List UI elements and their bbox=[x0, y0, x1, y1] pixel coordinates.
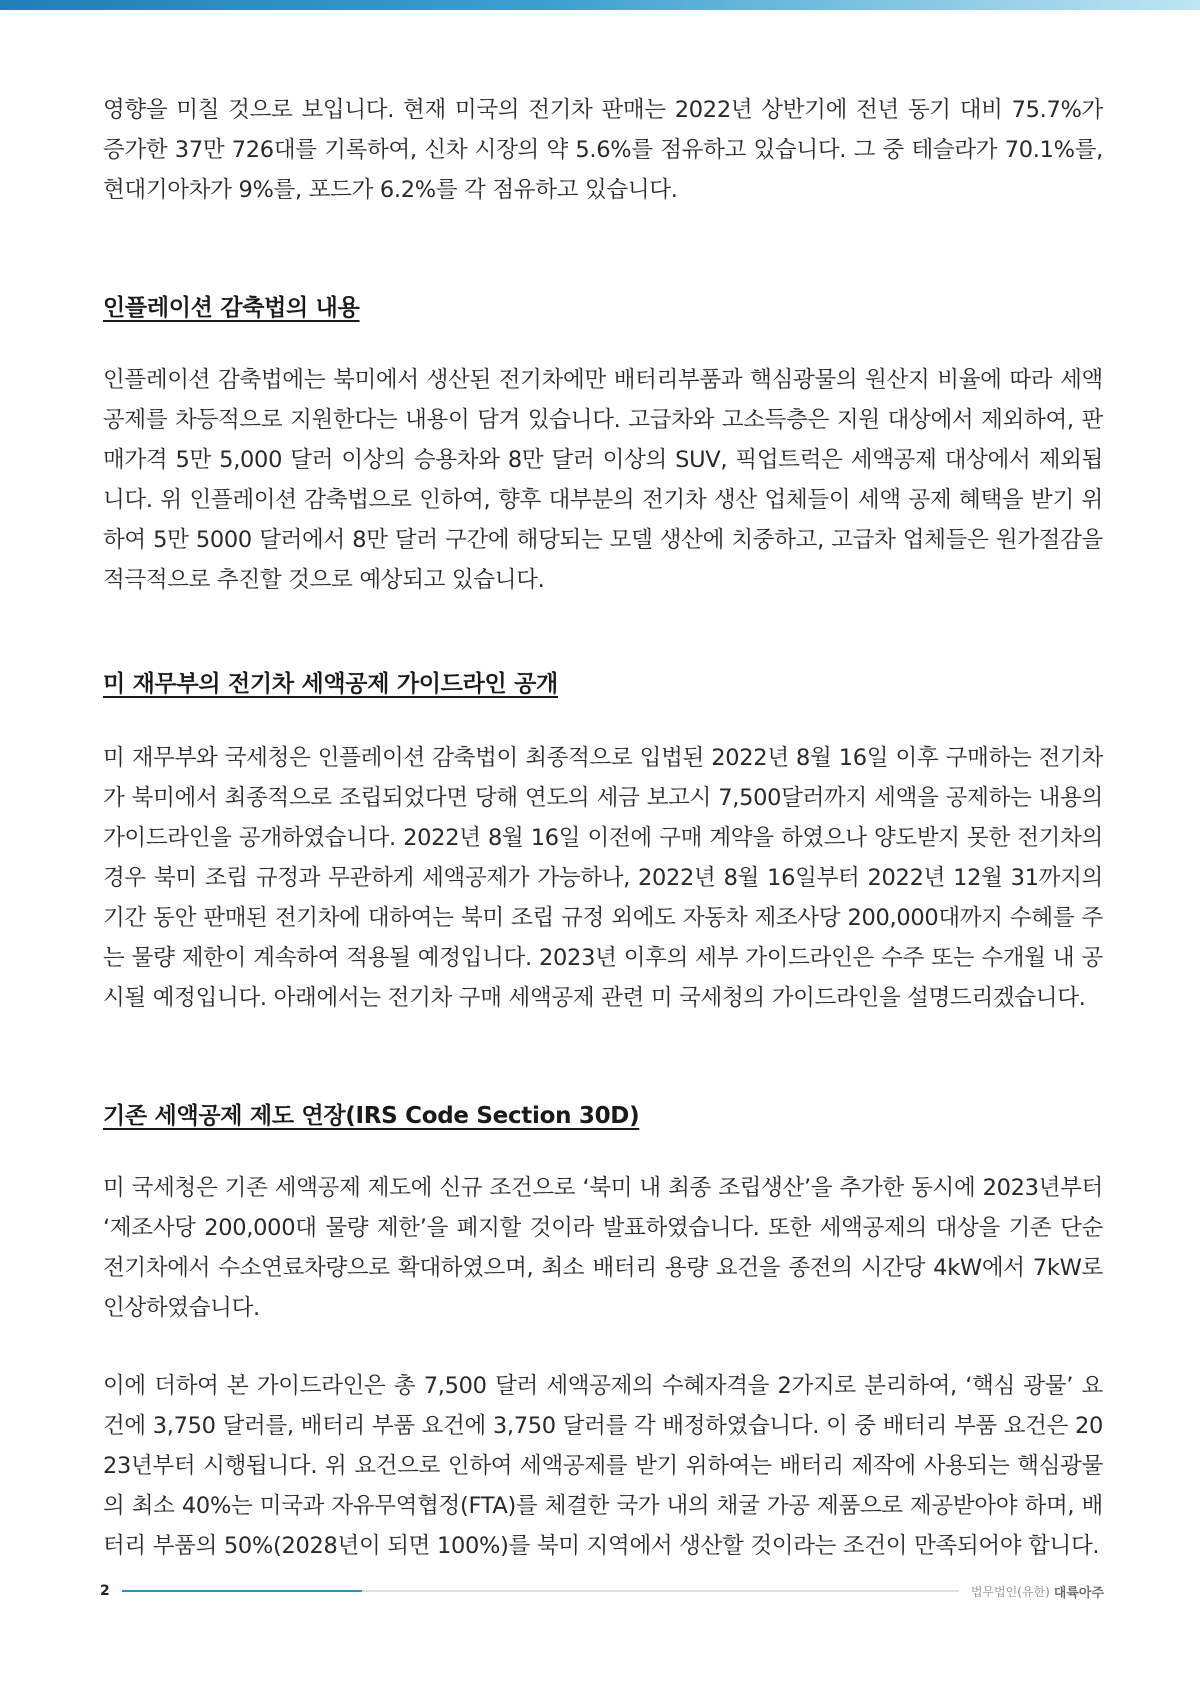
firm-brand: 대륙아주 bbox=[1053, 1585, 1104, 1601]
irs-paragraph-1: 미 국세청은 기존 세액공제 제도에 신규 조건으로 ‘북미 내 최종 조립생산’을 추가한 동시에 2023년부터 ‘제조사당 200,000대 물량 제한’을 폐지할 것이라 발표하였습니다. 또한 세액공제의 대상을 기존 단순 전기차에서 수소연료차량으로 확대하였으며, 최소 배터리 용량 요건을 종전의 시간당 4kW에서 7kW로 인상하였습니다. bbox=[103, 1175, 1103, 1321]
page-footer bbox=[100, 1580, 1104, 1602]
firm-name: 법무법인(유한) bbox=[970, 1584, 1050, 1599]
intro-paragraph: 영향을 미칠 것으로 보입니다. 현재 미국의 전기차 판매는 2022년 상반기에 전년 동기 대비 75.7%가 증가한 37만 726대를 기록하여, 신차 시장의 약 5.6%를 점유하고 있습니다. 그 중 테슬라가 70.1%를, 현대기아차가 9%를, 포드가 6.2%를 각 점유하고 있습니다. bbox=[103, 97, 1103, 203]
document-body bbox=[103, 90, 1103, 1566]
ira-paragraph: 인플레이션 감축법에는 북미에서 생산된 전기차에만 배터리부품과 핵심광물의 원산지 비율에 따라 세액공제를 차등적으로 지원한다는 내용이 담겨 있습니다. 고급차와 고소득층은 지원 대상에서 제외하여, 판매가격 5만 5,000 달러 이상의 승용차와 8만 달러 이상의 SUV, 픽업트럭은 세액공제 대상에서 제외됩니다. 위 인플레이션 감축법으로 인하여, 향후 대부분의 전기차 생산 업체들이 세액 공제 혜택을 받기 위하여 5만 5000 달러에서 8만 달러 구간에 해당되는 모델 생산에 치중하고, 고급차 업체들은 원가절감을 적극적으로 추진할 것으로 예상되고 있습니다. bbox=[103, 367, 1103, 593]
ira-heading: 인플레이션 감축법의 내용 bbox=[103, 295, 360, 321]
footer-divider-accent bbox=[122, 1590, 362, 1592]
header-gradient-bar bbox=[0, 0, 1200, 10]
treasury-paragraph: 미 재무부와 국세청은 인플레이션 감축법이 최종적으로 입법된 2022년 8월 16일 이후 구매하는 전기차가 북미에서 최종적으로 조립되었다면 당해 연도의 세금 보고시 7,500달러까지 세액을 공제하는 내용의 가이드라인을 공개하였습니다. 2022년 8월 16일 이전에 구매 계약을 하였으나 양도받지 못한 전기차의 경우 북미 조립 규정과 무관하게 세액공제가 가능하나, 2022년 8월 16일부터 2022년 12월 31까지의 기간 동안 판매된 전기차에 대하여는 북미 조립 규정 외에도 자동차 제조사당 200,000대까지 수혜를 주는 물량 제한이 계속하여 적용될 예정입니다. 2023년 이후의 세부 가이드라인은 수주 또는 수개월 내 공시될 예정입니다. 아래에서는 전기차 구매 세액공제 관련 미 국세청의 가이드라인을 설명드리겠습니다. bbox=[103, 745, 1103, 1011]
page-number: 2 bbox=[100, 1583, 110, 1599]
treasury-heading: 미 재무부의 전기차 세액공제 가이드라인 공개 bbox=[103, 671, 558, 697]
footer-divider bbox=[122, 1590, 959, 1592]
irs-paragraph-2: 이에 더하여 본 가이드라인은 총 7,500 달러 세액공제의 수혜자격을 2가지로 분리하여, ‘핵심 광물’ 요건에 3,750 달러를, 배터리 부품 요건에 3,750 달러를 각 배정하였습니다. 이 중 배터리 부품 요건은 2023년부터 시행됩니다. 위 요건으로 인하여 세액공제를 받기 위하여는 배터리 제작에 사용되는 핵심광물의 최소 40%는 미국과 자유무역협정(FTA)를 체결한 국가 내의 채굴 가공 제품으로 제공받아야 하며, 배터리 부품의 50%(2028년이 되면 100%)를 북미 지역에서 생산할 것이라는 조건이 만족되어야 합니다. bbox=[103, 1373, 1103, 1559]
irs-heading: 기존 세액공제 제도 연장(IRS Code Section 30D) bbox=[103, 1103, 640, 1129]
